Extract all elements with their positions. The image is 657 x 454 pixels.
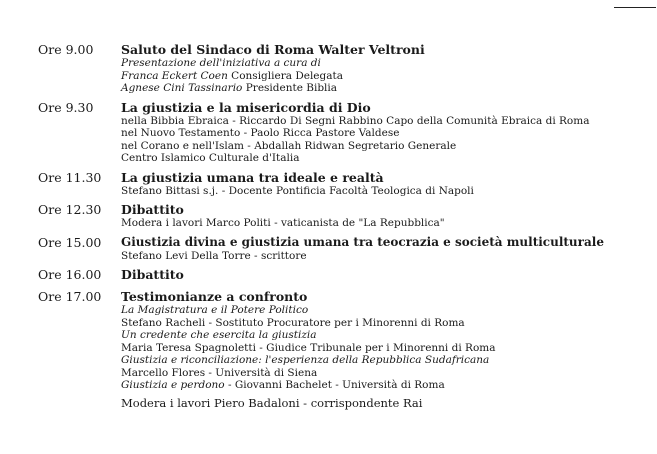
session-content bbox=[121, 266, 638, 282]
session-time: Ore 16.00 bbox=[38, 267, 102, 282]
line-text: Stefano Levi Della Torre - scrittore bbox=[121, 249, 307, 262]
line-text: - Giovanni Bachelet - Università di Roma bbox=[224, 379, 445, 391]
session-title: Saluto del Sindaco di Roma Walter Veltroni bbox=[121, 42, 425, 57]
line-italic: Agnese Cini Tassinario bbox=[121, 82, 243, 94]
session-line bbox=[121, 217, 638, 230]
session-line bbox=[121, 82, 638, 95]
corner-rule bbox=[614, 7, 656, 8]
line-text: Consigliera Delegata bbox=[227, 69, 343, 82]
session-time: Ore 9.00 bbox=[38, 42, 94, 57]
session-title: Dibattito bbox=[121, 202, 184, 217]
session-1700 bbox=[38, 288, 638, 410]
session-title: La giustizia e la misericordia di Dio bbox=[121, 99, 371, 115]
session-time: Ore 17.00 bbox=[38, 289, 102, 304]
session-content bbox=[121, 169, 638, 198]
line-text: nel Corano e nell'Islam - Abdallah Ridwan Segretario Generale bbox=[121, 139, 457, 152]
line-italic: La Magistratura e il Potere Politico bbox=[121, 304, 309, 316]
line-text: nella Bibbia Ebraica - Riccardo Di Segni Rabbino Capo della Comunità Ebraica di Roma bbox=[121, 114, 590, 127]
line-text: Maria Teresa Spagnoletti - Giudice Tribunale per i Minorenni di Roma bbox=[121, 341, 496, 354]
session-0930 bbox=[38, 99, 638, 165]
session-line bbox=[121, 70, 638, 83]
session-line bbox=[121, 127, 638, 140]
session-line bbox=[121, 317, 638, 330]
session-1230 bbox=[38, 201, 638, 230]
session-line bbox=[121, 115, 638, 128]
session-title: Dibattito bbox=[121, 267, 184, 282]
line-text: Marcello Flores - Università di Siena bbox=[121, 366, 318, 379]
line-italic: Presentazione dell'iniziativa a cura di bbox=[121, 57, 321, 69]
session-title: La giustizia umana tra ideale e realtà bbox=[121, 169, 384, 185]
session-title: Giustizia divina e giustizia umana tra teocrazia e società multiculturale bbox=[121, 234, 604, 249]
session-line bbox=[121, 304, 638, 317]
session-time: Ore 12.30 bbox=[38, 202, 102, 217]
session-line bbox=[121, 140, 638, 153]
session-line bbox=[121, 329, 638, 342]
program-list bbox=[38, 41, 638, 414]
line-italic: Franca Eckert Coen bbox=[121, 69, 228, 82]
line-italic: Giustizia e perdono bbox=[121, 379, 225, 391]
session-content bbox=[121, 288, 638, 410]
session-title: Testimonianze a confronto bbox=[121, 289, 308, 304]
session-content bbox=[121, 234, 638, 263]
session-line bbox=[121, 250, 638, 263]
session-1500 bbox=[38, 234, 638, 263]
session-line bbox=[121, 367, 638, 380]
line-text: Stefano Racheli - Sostituto Procuratore per i Minorenni di Roma bbox=[121, 316, 465, 329]
session-line bbox=[121, 185, 638, 198]
line-italic: Giustizia e riconciliazione: l'esperienza della Repubblica Sudafricana bbox=[121, 354, 490, 366]
line-italic: Un credente che esercita la giustizia bbox=[121, 329, 317, 341]
moderator-line: Modera i lavori Piero Badaloni - corrispondente Rai bbox=[121, 395, 423, 410]
session-1600 bbox=[38, 266, 638, 282]
line-text: Centro Islamico Culturale d'Italia bbox=[121, 152, 300, 164]
session-time: Ore 11.30 bbox=[38, 169, 102, 185]
session-line bbox=[121, 57, 638, 70]
session-line bbox=[121, 354, 638, 367]
session-time: Ore 9.30 bbox=[38, 99, 94, 115]
session-content bbox=[121, 41, 638, 95]
session-line bbox=[121, 379, 638, 392]
line-text: nel Nuovo Testamento - Paolo Ricca Pastore Valdese bbox=[121, 127, 400, 139]
session-1130 bbox=[38, 169, 638, 198]
session-time: Ore 15.00 bbox=[38, 234, 102, 250]
line-text: Modera i lavori Marco Politi - vaticanista de "La Repubblica" bbox=[121, 217, 445, 229]
session-content bbox=[121, 99, 638, 165]
line-text: Stefano Bittasi s.j. - Docente Pontificia Facoltà Teologica di Napoli bbox=[121, 184, 474, 197]
session-content bbox=[121, 201, 638, 230]
session-line bbox=[121, 152, 638, 165]
session-0900 bbox=[38, 41, 638, 95]
line-text: Presidente Biblia bbox=[242, 82, 338, 94]
session-line bbox=[121, 342, 638, 355]
